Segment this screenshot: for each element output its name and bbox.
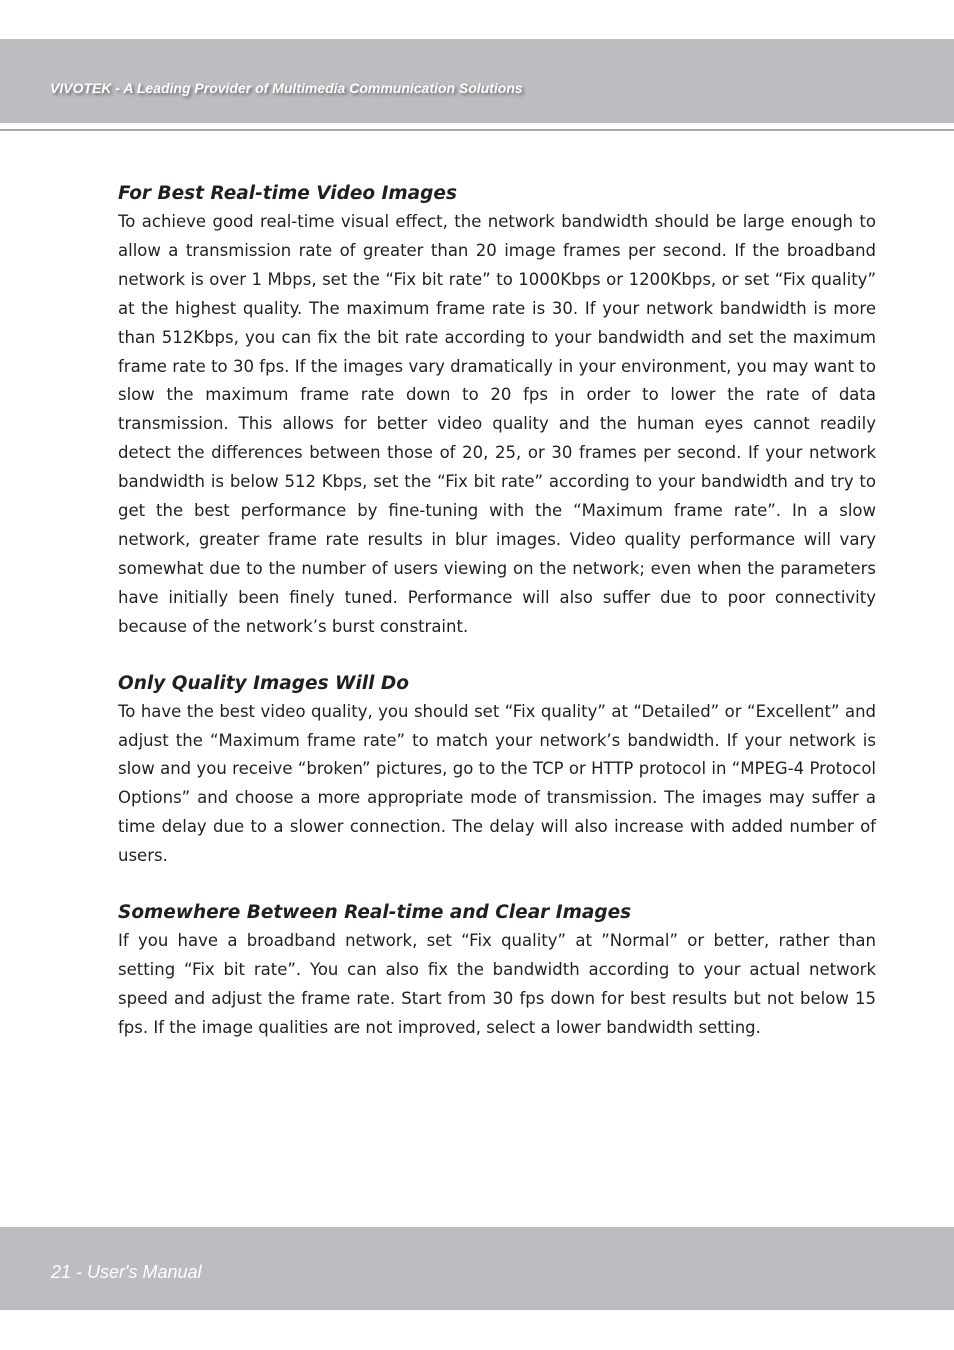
header-title: VIVOTEK - A Leading Provider of Multimedia Communication Solutions [50,80,523,96]
section-heading: Somewhere Between Real-time and Clear Images [118,902,632,924]
page-number-label: 21 - User's Manual [51,1262,202,1282]
document-body [118,180,876,1071]
header-divider [0,129,954,131]
section-heading: For Best Real-time Video Images [118,183,457,204]
section-paragraph: If you have a broadband network, set “Fix quality” at ”Normal” or better, rather than setting “Fix bit rate”. You can also fix the bandwidth according to your actual network speed and adjust the frame rate. Start from 30 fps down for best results but not below 15 fps. If the image qualities are not improved, select a lower bandwidth setting. [118,931,876,1037]
section-paragraph: To achieve good real-time visual effect, the network bandwidth should be large enough to allow a transmission rate of greater than 20 image frames per second. If the broadband network is over 1 Mbps, set the “Fix bit rate” to 1000Kbps or 1200Kbps, or set “Fix quality” at the highest quality. The maximum frame rate is 30. If your network bandwidth is more than 512Kbps, you can fix the bit rate according to your bandwidth and set the maximum frame rate to 30 fps. If the images vary dramatically in your environment, you may want to slow the maximum frame rate down to 20 fps in order to lower the rate of data transmission. This allows for better video quality and the human eyes cannot readily detect the differences between those of 20, 25, or 30 frames per second. If your network bandwidth is below 512 Kbps, set the “Fix bit rate” according to your bandwidth and try to get the best performance by fine-tuning with the “Maximum frame rate”. In a slow network, greater frame rate results in blur images. Video quality performance will vary somewhat due to the number of users viewing on the network; even when the parameters have initially been finely tuned. Performance will also suffer due to poor connectivity because of the network’s burst constraint. [118,212,876,636]
section-heading: Only Quality Images Will Do [118,672,409,694]
section-paragraph: To have the best video quality, you should set “Fix quality” at “Detailed” or “Excellent” and adjust the “Maximum frame rate” to match your network’s bandwidth. If your network is slow and you receive “broken” pictures, go to the TCP or HTTP protocol in “MPEG-4 Protocol Options” and choose a more appropriate mode of transmission. The images may suffer a time delay due to a slower connection. The delay will also increase with added number of users. [118,701,876,866]
section-quality-images [118,670,876,871]
section-best-real-time [118,180,876,642]
section-between-real-time-clear [118,899,876,1043]
